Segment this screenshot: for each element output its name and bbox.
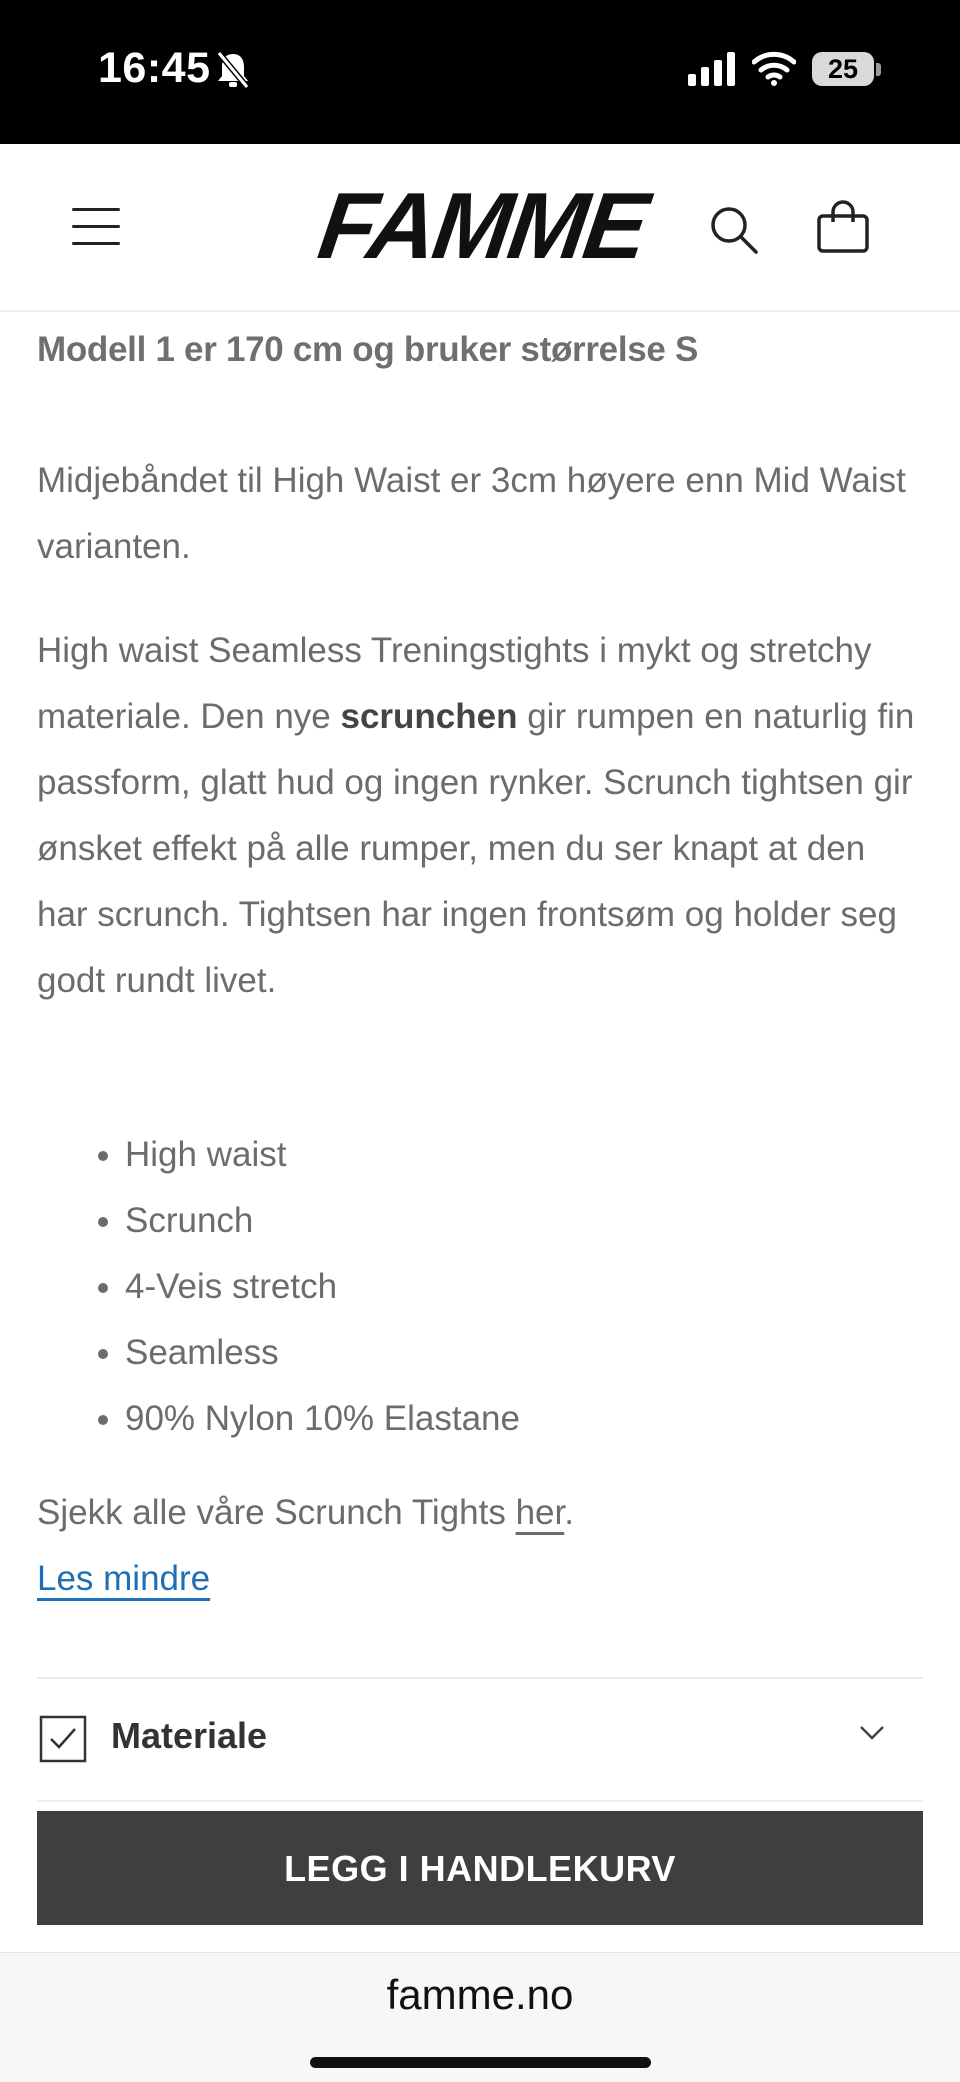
- description-paragraph-2: [37, 618, 917, 1014]
- hamburger-menu-icon[interactable]: [72, 204, 122, 248]
- read-less-link[interactable]: Les mindre: [37, 1559, 211, 1598]
- site-logo[interactable]: FAMME: [312, 173, 652, 278]
- list-item: • Seamless: [125, 1320, 520, 1386]
- paragraph-text: gir rumpen en naturlig fin passform, glatt hud og ingen rynker. Scrunch tightsen gir ønsket effekt på alle rumper, men du ser knapt at den har scrunch. Tightsen har ingen frontsøm og holder seg godt rundt livet.: [37, 697, 915, 1000]
- add-to-cart-button[interactable]: LEGG I HANDLEKURV: [37, 1811, 923, 1925]
- list-item: • 4-Veis stretch: [125, 1254, 520, 1320]
- divider: [37, 1800, 923, 1802]
- url-field[interactable]: famme.no: [386, 1971, 574, 2018]
- status-bar: [0, 0, 960, 144]
- see-all-link[interactable]: her: [515, 1493, 565, 1532]
- status-time: 16:45: [98, 44, 211, 92]
- model-note: Modell 1 er 170 cm og bruker størrelse S: [37, 330, 699, 369]
- feature-list: [37, 1122, 520, 1452]
- list-item: • Scrunch: [125, 1188, 520, 1254]
- search-icon[interactable]: [708, 204, 760, 261]
- accordion-label: Materiale: [111, 1715, 268, 1756]
- wifi-icon: [752, 50, 796, 91]
- see-all-prefix: Sjekk alle våre Scrunch Tights: [37, 1493, 516, 1532]
- browser-bottom-bar: [0, 1952, 960, 2082]
- list-item: • High waist: [125, 1122, 520, 1188]
- site-header: [0, 144, 960, 312]
- cart-icon[interactable]: [816, 200, 870, 259]
- paragraph-bold-text: scrunchen: [340, 697, 518, 736]
- battery-tip: [876, 63, 881, 76]
- see-all-suffix: .: [564, 1493, 574, 1532]
- accordion-materiale[interactable]: [37, 1679, 923, 1800]
- home-indicator[interactable]: [310, 2057, 651, 2068]
- bell-muted-icon: [215, 50, 251, 95]
- see-all-text: [37, 1480, 574, 1546]
- list-item: • 90% Nylon 10% Elastane: [125, 1386, 520, 1452]
- chevron-down-icon: [859, 1725, 885, 1746]
- description-paragraph-1: Midjebåndet til High Waist er 3cm høyere enn Mid Waist varianten.: [37, 461, 906, 566]
- checkbox-icon: [39, 1715, 87, 1768]
- signal-icon: [688, 52, 736, 91]
- battery-icon: 25: [812, 52, 874, 86]
- paragraph-text: High waist Seamless Treningstights i mykt og stretchy materiale. Den nye: [37, 631, 872, 736]
